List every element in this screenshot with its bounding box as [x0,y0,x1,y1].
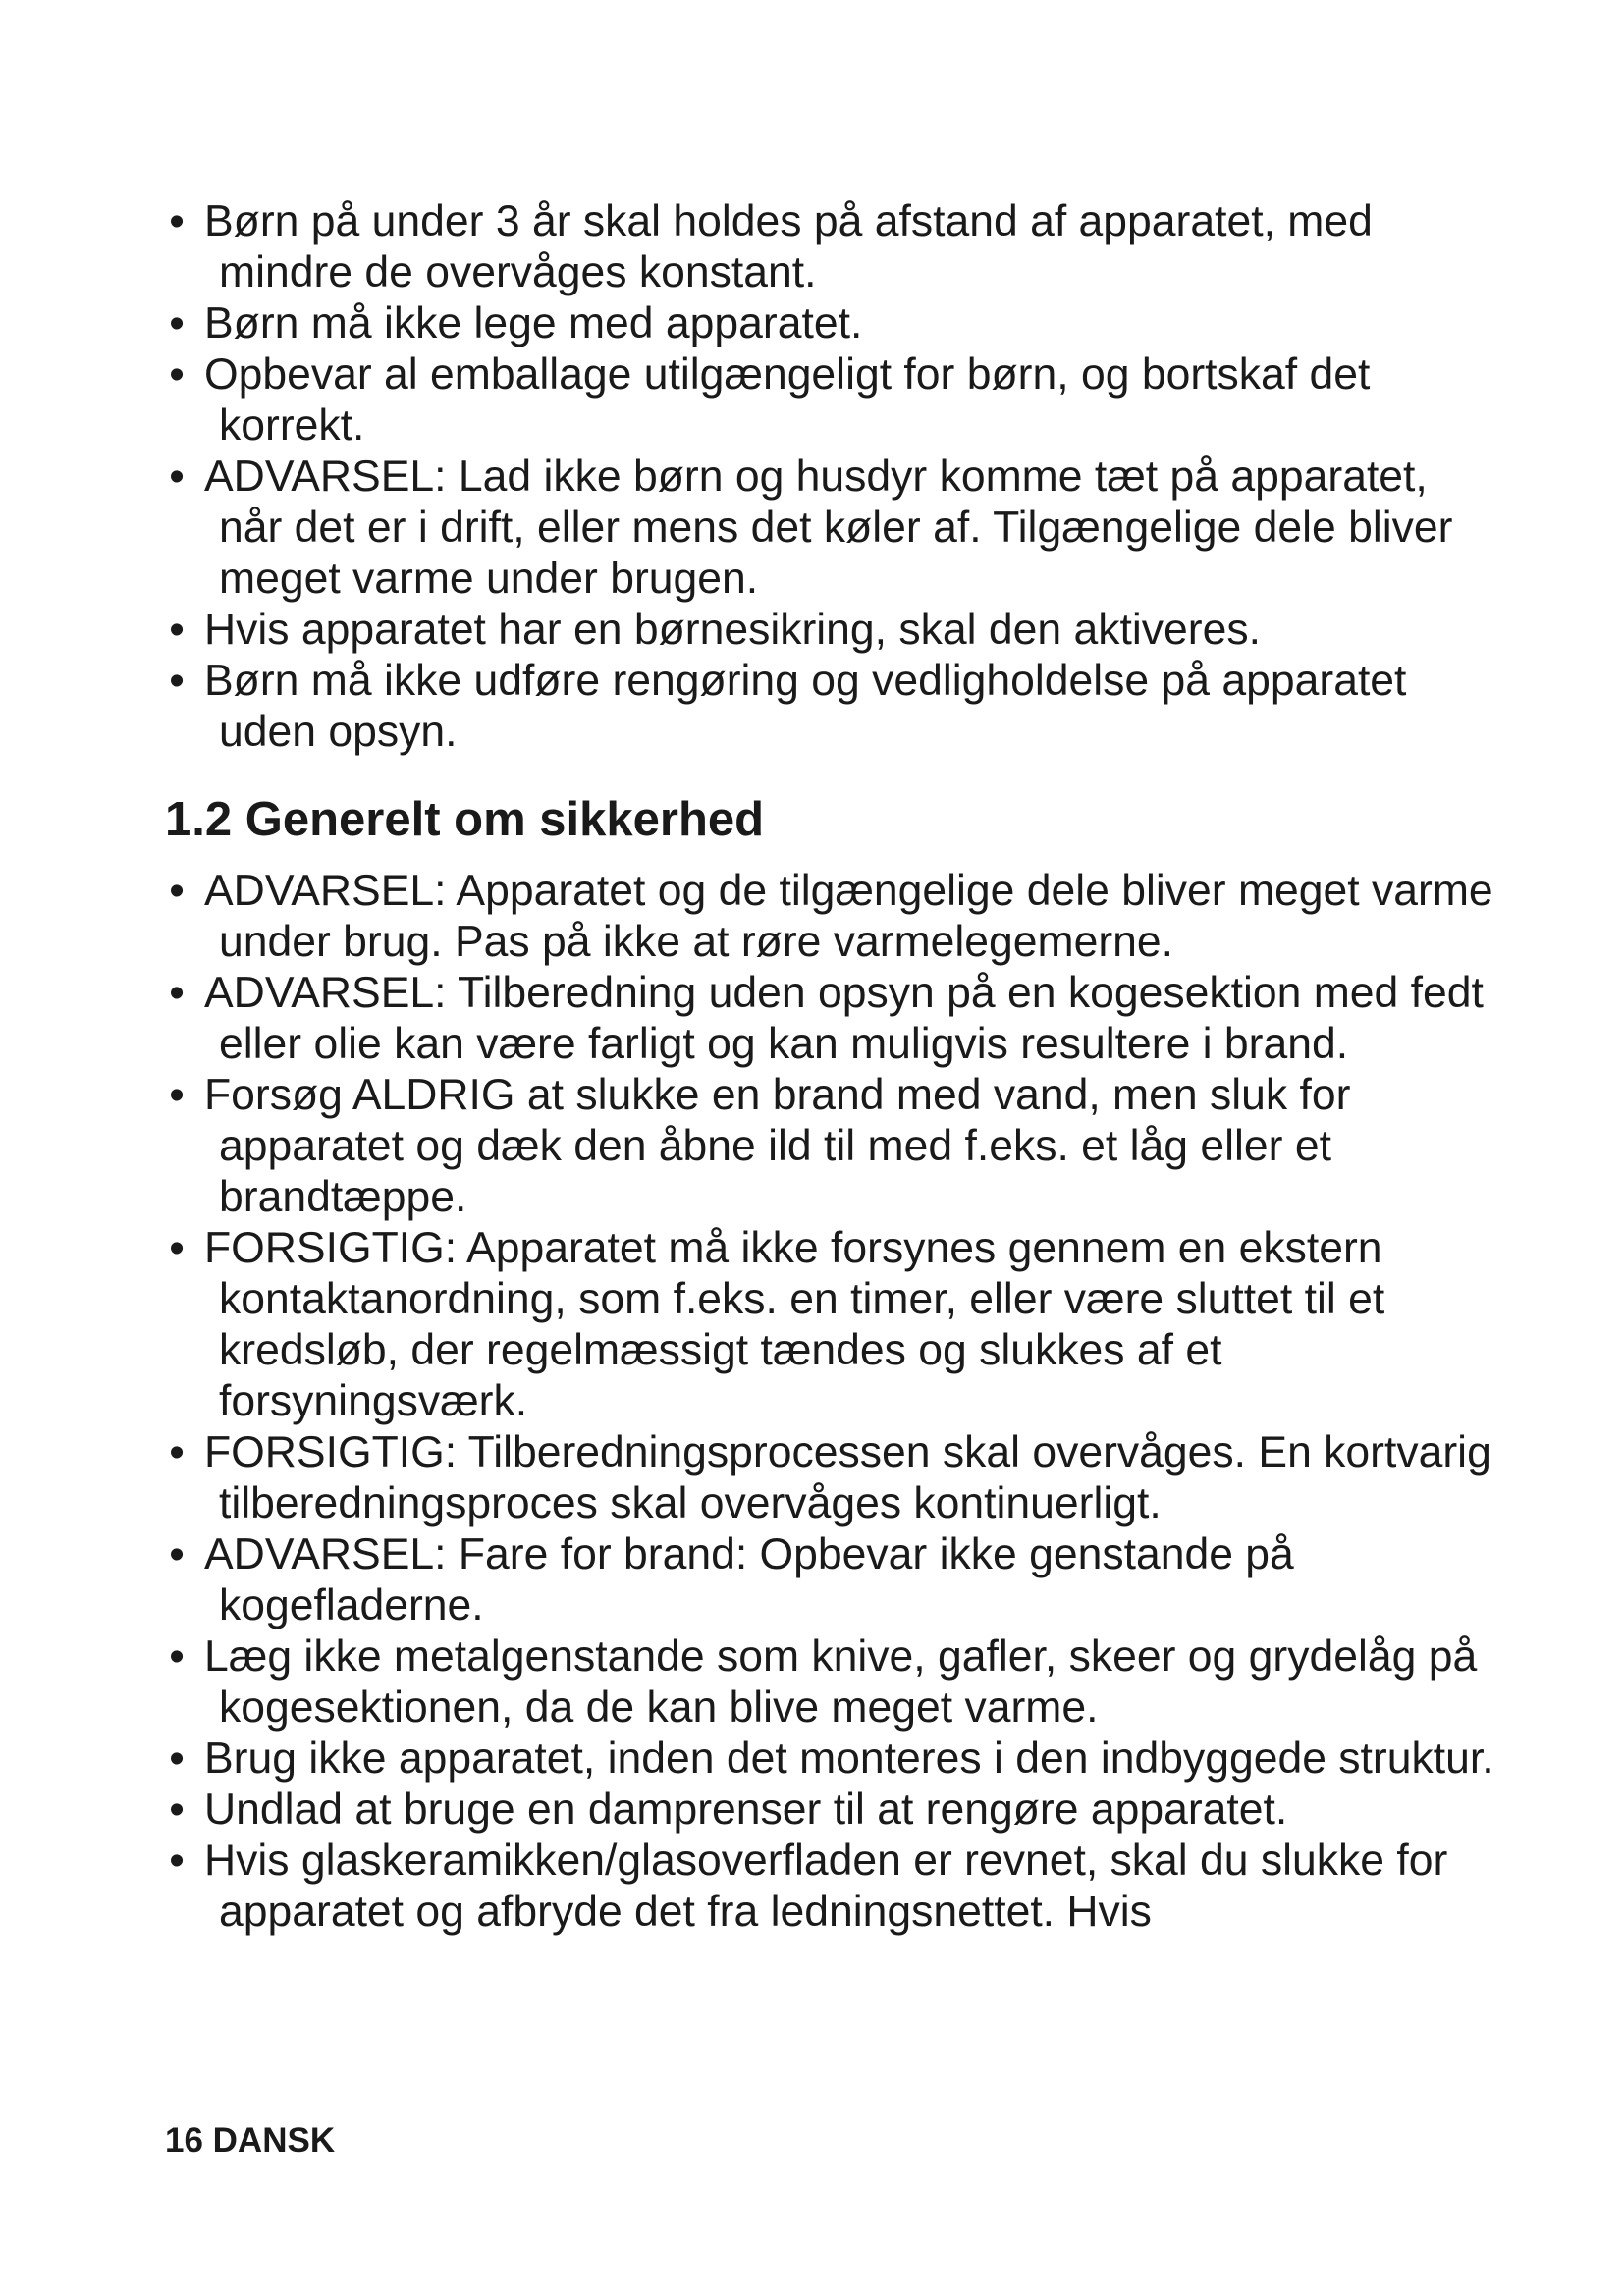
list-item: • Børn må ikke udføre rengøring og vedligholdelse på apparatet uden opsyn. [165,656,1500,758]
list-item: • ADVARSEL: Tilberedning uden opsyn på en kogesektion med fedt eller olie kan være farligt og kan muligvis resultere i brand. [165,968,1500,1070]
list-item: • Undlad at bruge en damprenser til at rengøre apparatet. [165,1785,1500,1836]
list-item: • ADVARSEL: Lad ikke børn og husdyr komme tæt på apparatet, når det er i drift, eller mens det køler af. Tilgængelige dele bliver meget varme under brugen. [165,452,1500,605]
bullet-icon: • [169,350,185,399]
bullet-icon: • [169,606,185,654]
bullet-icon: • [169,1735,185,1783]
general-safety-list [165,866,1500,1938]
list-item: • Forsøg ALDRIG at slukke en brand med vand, men sluk for apparatet og dæk den åbne ild til med f.eks. et låg eller et brandtæppe. [165,1070,1500,1223]
bullet-icon: • [169,969,185,1017]
list-item: • FORSIGTIG: Tilberedningsprocessen skal overvåges. En kortvarig tilberedningsproces skal overvåges kontinuerligt. [165,1427,1500,1529]
list-item: • Hvis apparatet har en børnesikring, skal den aktiveres. [165,605,1500,656]
section-heading: 1.2 Generelt om sikkerhed [165,793,765,846]
list-item: • Hvis glaskeramikken/glasoverfladen er revnet, skal du slukke for apparatet og afbryde det fra ledningsnettet. Hvis [165,1836,1500,1938]
child-safety-list [165,196,1500,758]
list-item: • Børn må ikke lege med apparatet. [165,298,1500,349]
list-item: • Brug ikke apparatet, inden det monteres i den indbyggede struktur. [165,1734,1500,1785]
bullet-icon: • [169,453,185,501]
bullet-icon: • [169,657,185,705]
bullet-icon: • [169,1837,185,1885]
page-footer: 16 DANSK [165,2121,336,2160]
list-item: • ADVARSEL: Fare for brand: Opbevar ikke genstande på kogefladerne. [165,1529,1500,1631]
bullet-icon: • [169,299,185,347]
list-item: • FORSIGTIG: Apparatet må ikke forsynes gennem en ekstern kontaktanordning, som f.eks. en timer, eller være sluttet til et kredsløb, der regelmæssigt tændes og slukkes af et forsyningsværk. [165,1223,1500,1427]
bullet-icon: • [169,1224,185,1272]
list-item: • ADVARSEL: Apparatet og de tilgængelige dele bliver meget varme under brug. Pas på ikke at røre varmelegemerne. [165,866,1500,968]
list-item: • Læg ikke metalgenstande som knive, gafler, skeer og grydelåg på kogesektionen, da de kan blive meget varme. [165,1631,1500,1734]
bullet-icon: • [169,867,185,915]
list-item: • Opbevar al emballage utilgængeligt for børn, og bortskaf det korrekt. [165,349,1500,452]
bullet-icon: • [169,1428,185,1476]
bullet-icon: • [169,1071,185,1119]
list-item: • Børn på under 3 år skal holdes på afstand af apparatet, med mindre de overvåges konstant. [165,196,1500,298]
bullet-icon: • [169,1530,185,1578]
bullet-icon: • [169,1632,185,1681]
bullet-icon: • [169,1786,185,1834]
bullet-icon: • [169,197,185,245]
